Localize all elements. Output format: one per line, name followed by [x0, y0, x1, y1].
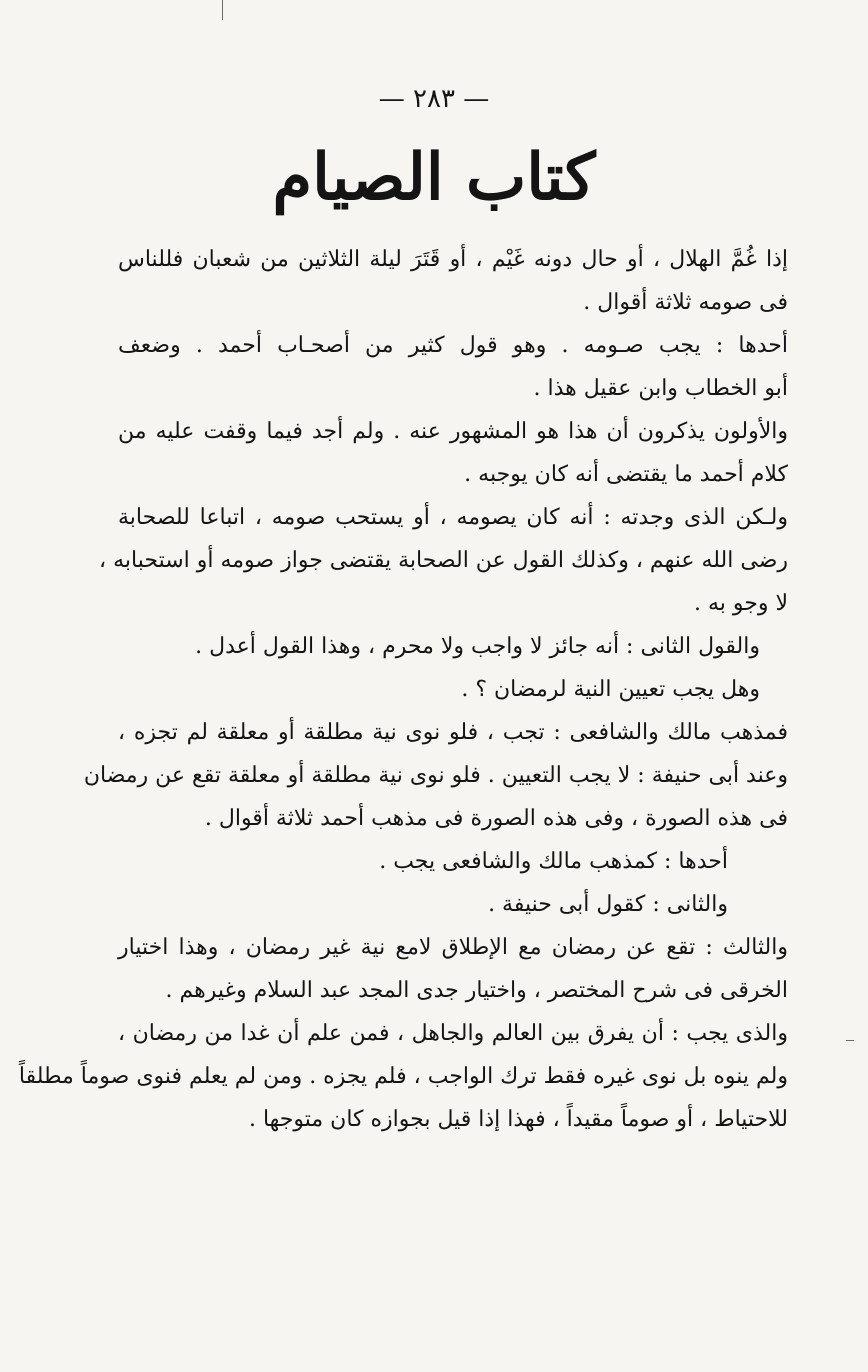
text-line: وهل يجب تعيين النية لرمضان ؟ .	[461, 677, 760, 702]
text-line: والقول الثانى : أنه جائز لا واجب ولا محرم ، وهذا القول أعدل .	[195, 634, 760, 659]
text-line: وعند أبى حنيفة : لا يجب التعيين . فلو نوى نية مطلقة أو معلقة تقع عن رمضان	[83, 763, 788, 788]
text-line: إذا غُمَّ الهلال ، أو حال دونه غَيْم ، أو قَتَرَ ليلة الثلاثين من شعبان فللناس	[118, 247, 788, 272]
text-line: ولم ينوه بل نوى غيره فقط ترك الواجب ، فلم يجزه . ومن لم يعلم فنوى صوماً مطلقاً	[18, 1064, 788, 1089]
body-text	[18, 238, 788, 1141]
text-line: والثالث : تقع عن رمضان مع الإطلاق لامع نية غير رمضان ، وهذا اختيار	[118, 935, 788, 960]
page-number: — ٢٨٣ —	[378, 84, 490, 114]
text-line: الخرقى فى شرح المختصر ، واختيار جدى المجد عبد السلام وغيرهم .	[165, 978, 788, 1003]
text-line: أبو الخطاب وابن عقيل هذا .	[533, 376, 788, 401]
text-line: لا وجو به .	[693, 591, 788, 616]
text-line: كلام أحمد ما يقتضى أنه كان يوجبه .	[464, 462, 788, 487]
text-line: فمذهب مالك والشافعى : تجب ، فلو نوى نية مطلقة أو معلقة لم تجزه ،	[118, 720, 788, 745]
text-line: فى هذه الصورة ، وفى هذه الصورة فى مذهب أحمد ثلاثة أقوال .	[204, 806, 788, 831]
text-line: والذى يجب : أن يفرق بين العالم والجاهل ، فمن علم أن غدا من رمضان ،	[118, 1021, 788, 1046]
page-title: كتاب الصيام	[272, 140, 596, 215]
text-line: للاحتياط ، أو صوماً مقيداً ، فهذا إذا قيل بجوازه كان متوجها .	[248, 1107, 788, 1132]
text-line: والأولون يذكرون أن هذا هو المشهور عنه . ولم أجد فيما وقفت عليه من	[118, 419, 788, 444]
text-line: والثانى : كقول أبى حنيفة .	[488, 892, 728, 917]
scan-edge-mark-right	[846, 1040, 854, 1041]
text-line: ولـكن الذى وجدته : أنه كان يصومه ، أو يستحب صومه ، اتباعا للصحابة	[118, 505, 788, 530]
scan-edge-mark-top	[222, 0, 223, 20]
text-line: أحدها : كمذهب مالك والشافعى يجب .	[379, 849, 728, 874]
text-line: رضى الله عنهم ، وكذلك القول عن الصحابة يقتضى جواز صومه أو استحبابه ،	[99, 548, 788, 573]
text-line: أحدها : يجب صـومه . وهو قول كثير من أصحـاب أحمد . وضعف	[118, 333, 788, 358]
text-line: فى صومه ثلاثة أقوال .	[583, 290, 788, 315]
